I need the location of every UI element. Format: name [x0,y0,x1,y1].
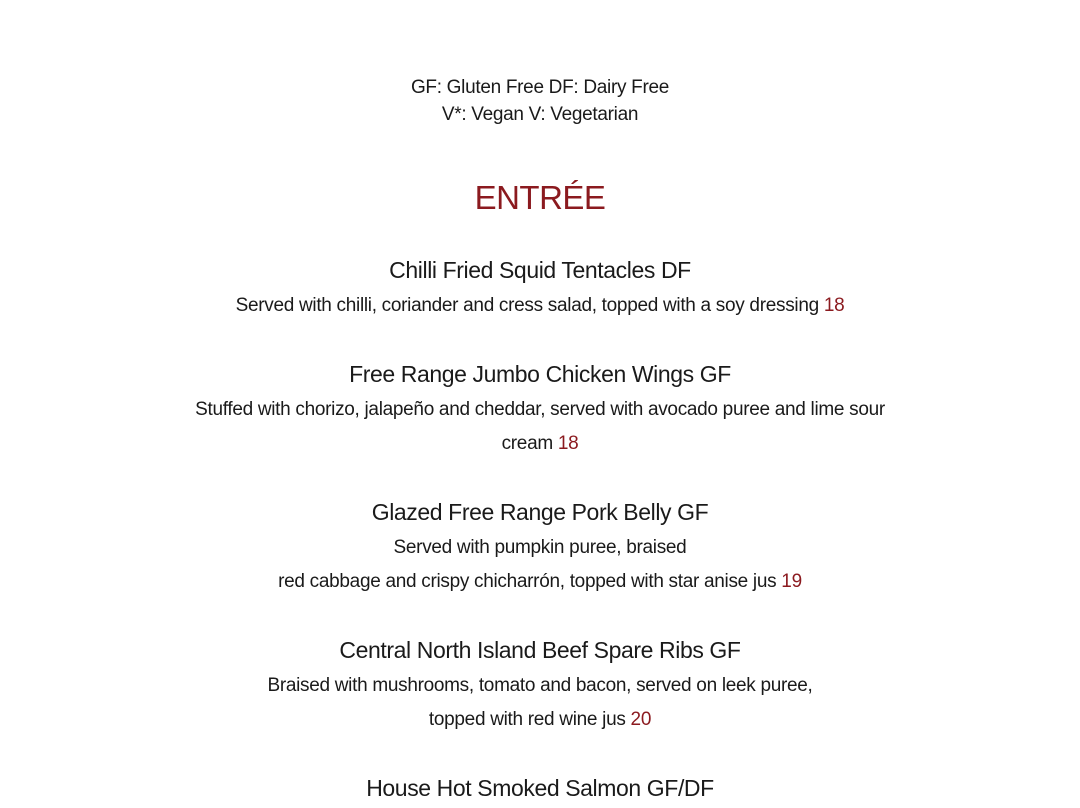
menu-item-description-line: Stuffed with chorizo, jalapeño and cheddar, served with avocado puree and lime sour [195,399,885,420]
menu-item-name: Central North Island Beef Spare Ribs GF [339,637,741,663]
menu-item-description [150,393,930,461]
menu-item-description-line: Braised with mushrooms, tomato and bacon, served on leek puree, [267,675,813,696]
legend-line-1: GF: Gluten Free DF: Dairy Free [410,77,670,98]
menu-item-description-line [150,565,930,599]
menu-item-price: 19 [781,571,802,592]
menu-item-description-text: Served with chilli, coriander and cress salad, topped with a soy dressing [235,295,819,316]
menu-item-description-text: cream [501,433,553,454]
menu-item-description [150,289,930,323]
menu-item [150,255,930,323]
menu-item-name: House Hot Smoked Salmon GF/DF [366,775,714,801]
menu-item-price: 18 [823,295,845,316]
menu-item-description-line [150,703,930,737]
menu-item-description-line [150,427,930,461]
menu-item-price: 18 [557,433,579,454]
menu-item [150,359,930,461]
menu-item-name: Glazed Free Range Pork Belly GF [371,499,709,525]
menu-item-description [150,531,930,599]
menu-item [150,773,930,807]
menu-item [150,497,930,599]
legend-line-2: V*: Vegan V: Vegetarian [441,104,639,125]
menu-item [150,635,930,737]
menu-item-name: Chilli Fried Squid Tentacles DF [389,257,691,283]
menu-item-description-text: red cabbage and crispy chicharrón, topped with star anise jus [278,571,777,592]
menu-item-price: 20 [630,709,652,730]
menu-item-description [150,669,930,737]
menu-item-description-line: Served with pumpkin puree, braised [393,537,687,558]
dietary-legend [0,74,1080,128]
menu-item-description-text: topped with red wine jus [428,709,626,730]
section-title-entree: ENTRÉE [474,179,606,216]
menu-item-name: Free Range Jumbo Chicken Wings GF [349,361,731,387]
